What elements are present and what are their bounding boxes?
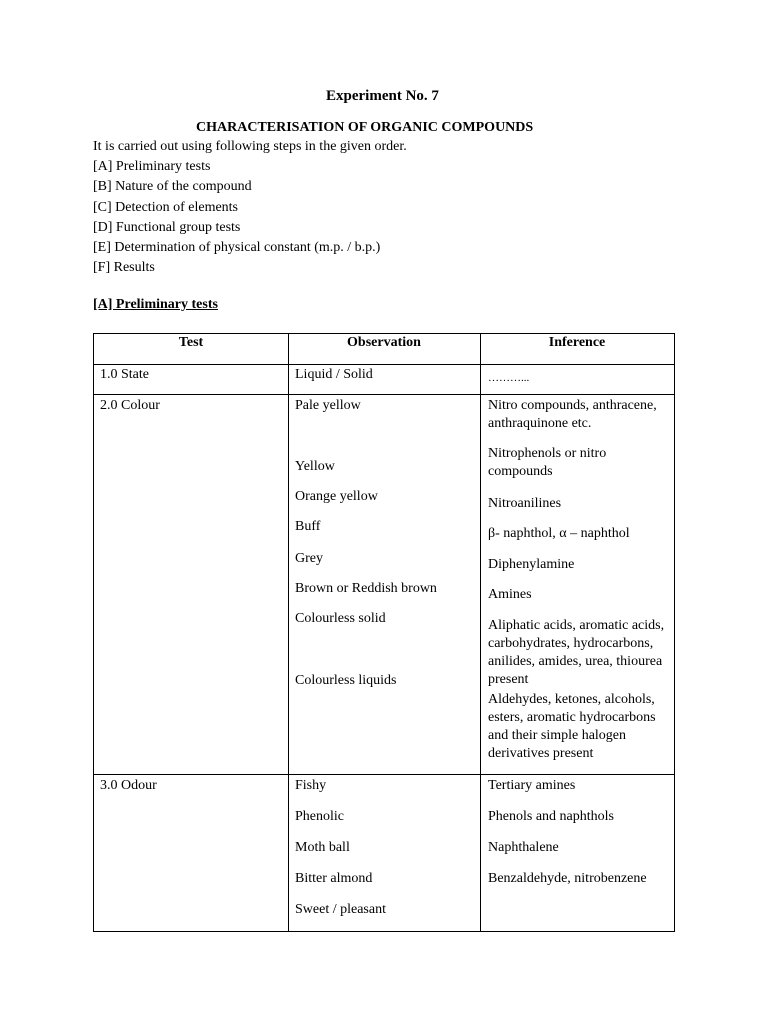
inference-colour: Amines [488, 587, 532, 602]
observation-colour: Orange yellow [295, 489, 378, 504]
step-b: [B] Nature of the compound [93, 179, 252, 194]
observation-colour: Brown or Reddish brown [295, 581, 437, 596]
step-c: [C] Detection of elements [93, 200, 239, 215]
intro-text: It is carried out using following steps in the given order. [93, 139, 407, 154]
inference-odour: Phenols and naphthols [488, 809, 614, 824]
inference-colour: Nitro compounds, anthracene, anthraquinone etc. [488, 398, 657, 431]
step-a: [A] Preliminary tests [93, 159, 211, 174]
step-f: [F] Results [93, 260, 155, 275]
inference-colour: Nitroanilines [488, 496, 562, 511]
header-observation: Observation [347, 335, 421, 350]
observation-odour: Sweet / pleasant [295, 902, 386, 917]
inference-colour: Nitrophenols or nitro compounds [488, 446, 607, 479]
observation-colour: Yellow [295, 459, 335, 474]
step-e: [E] Determination of physical constant (m.p. / b.p.) [93, 240, 381, 255]
step-d: [D] Functional group tests [93, 220, 241, 235]
inference-colour: Diphenylamine [488, 557, 575, 572]
inference-colour: Aldehydes, ketones, alcohols, esters, aromatic hydrocarbons and their simple halogen derivatives present [488, 692, 656, 761]
observation-odour: Bitter almond [295, 871, 373, 886]
observation-colour: Colourless solid [295, 611, 386, 626]
inference-colour: β- naphthol, α – naphthol [488, 526, 630, 541]
test-colour: 2.0 Colour [100, 398, 160, 413]
test-odour: 3.0 Odour [100, 778, 157, 793]
inference-colour: Aliphatic acids, aromatic acids, carbohydrates, hydrocarbons, anilides, amides, urea, thiourea present [488, 618, 665, 687]
inference-state: ………... [488, 372, 530, 384]
row-divider [94, 394, 674, 395]
test-state: 1.0 State [100, 367, 149, 382]
observation-colour: Buff [295, 519, 321, 534]
observation-colour: Pale yellow [295, 398, 361, 413]
header-test: Test [178, 335, 204, 350]
row-divider [94, 364, 674, 365]
row-divider [94, 774, 674, 775]
observation-colour: Grey [295, 551, 323, 566]
column-divider [480, 334, 481, 931]
observation-odour: Moth ball [295, 840, 350, 855]
inference-odour: Tertiary amines [488, 778, 576, 793]
header-inference: Inference [548, 335, 606, 350]
inference-odour: Naphthalene [488, 840, 559, 855]
section-title: [A] Preliminary tests [93, 297, 218, 312]
observation-odour: Phenolic [295, 809, 344, 824]
observation-state: Liquid / Solid [295, 367, 373, 382]
experiment-number: Experiment No. 7 [326, 88, 439, 104]
preliminary-tests-table [93, 333, 675, 932]
column-divider [288, 334, 289, 931]
observation-colour: Colourless liquids [295, 673, 397, 688]
inference-odour: Benzaldehyde, nitrobenzene [488, 871, 647, 886]
observation-odour: Fishy [295, 778, 327, 793]
page-title: CHARACTERISATION OF ORGANIC COMPOUNDS [196, 120, 534, 135]
